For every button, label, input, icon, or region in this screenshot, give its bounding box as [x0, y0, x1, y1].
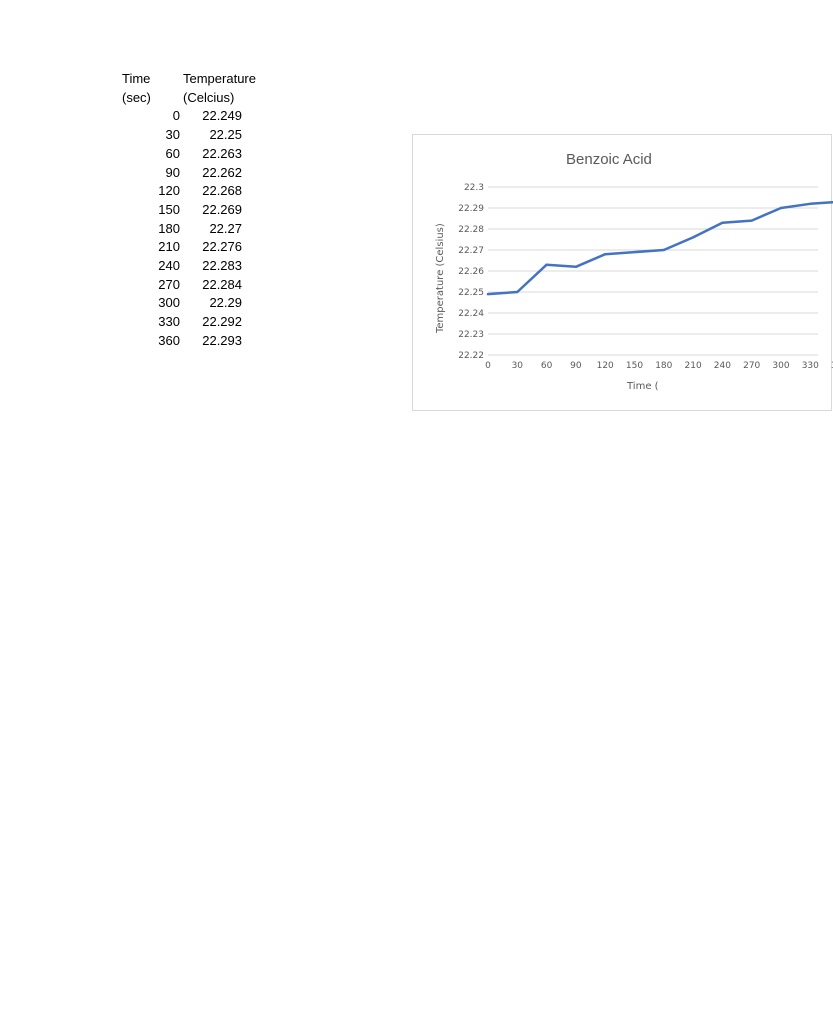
x-tick-label: 180: [655, 361, 673, 371]
cell-temperature: 22.283: [202, 258, 242, 274]
cell-temperature: 22.269: [202, 201, 242, 217]
y-tick-label: 22.28: [458, 225, 484, 235]
y-axis-title: Temperature (Celsius): [435, 223, 446, 333]
cell-temperature: 22.268: [202, 183, 242, 199]
series-line: [488, 202, 833, 294]
x-tick-label: 60: [540, 361, 553, 371]
data-point: [604, 253, 606, 255]
cell-time: 240: [158, 258, 180, 274]
y-tick-label: 22.29: [458, 204, 484, 214]
data-point: [633, 251, 635, 253]
header-temperature: Temperature (Celcius): [183, 71, 256, 105]
data-point: [692, 236, 694, 238]
table-row: [122, 313, 308, 332]
chart-frame[interactable]: [412, 134, 832, 411]
x-tick-label: 0: [485, 361, 491, 371]
data-point: [545, 264, 547, 266]
x-axis-title: Time (: [627, 381, 659, 392]
data-point: [751, 219, 753, 221]
data-point: [487, 293, 489, 295]
table-row: [122, 257, 308, 276]
line-chart: [413, 135, 833, 412]
cell-temperature: 22.25: [209, 127, 242, 143]
chart-title: Benzoic Acid: [566, 151, 652, 168]
y-tick-label: 22.22: [458, 351, 484, 361]
table-body: [122, 107, 308, 350]
table-row: [122, 332, 308, 351]
cell-time: 60: [165, 145, 180, 161]
x-tick-label: 210: [684, 361, 702, 371]
cell-temperature: 22.292: [202, 314, 242, 330]
x-tick-label: 30: [511, 361, 524, 371]
cell-time: 270: [158, 276, 180, 292]
data-point: [780, 207, 782, 209]
y-tick-label: 22.24: [458, 309, 484, 319]
data-point: [721, 222, 723, 224]
table-row: [122, 294, 308, 313]
data-table: [122, 70, 308, 351]
table-header-row: [122, 70, 308, 107]
y-tick-label: 22.26: [458, 267, 484, 277]
table-row: [122, 126, 308, 145]
cell-time: 120: [158, 183, 180, 199]
cell-temperature: 22.262: [202, 164, 242, 180]
header-time: Time (sec): [122, 71, 151, 105]
cell-time: 150: [158, 201, 180, 217]
x-tick-label: 120: [596, 361, 614, 371]
cell-time: 0: [172, 108, 180, 124]
x-tick-label: 240: [713, 361, 731, 371]
table-row: [122, 276, 308, 295]
cell-temperature: 22.27: [209, 220, 242, 236]
cell-time: 300: [158, 295, 180, 311]
x-tick-label: 330: [801, 361, 819, 371]
table-row: [122, 107, 308, 126]
table-row: [122, 238, 308, 257]
data-point: [575, 266, 577, 268]
y-tick-label: 22.27: [458, 246, 484, 256]
cell-temperature: 22.276: [202, 239, 242, 255]
series-layer: [487, 201, 833, 296]
cell-time: 210: [158, 239, 180, 255]
cell-temperature: 22.263: [202, 145, 242, 161]
x-tick-label: 90: [570, 361, 582, 371]
y-tick-labels: [458, 183, 484, 361]
data-point: [663, 249, 665, 251]
cell-time: 360: [158, 332, 180, 348]
cell-time: 180: [158, 220, 180, 236]
x-tick-label: 270: [743, 361, 761, 371]
x-tick-labels: [485, 361, 833, 371]
table-row: [122, 145, 308, 164]
cell-time: 30: [165, 127, 180, 143]
y-tick-label: 22.25: [458, 288, 484, 298]
chart-viewport: [412, 134, 819, 414]
cell-time: 330: [158, 314, 180, 330]
cell-time: 90: [165, 164, 180, 180]
cell-temperature: 22.293: [202, 332, 242, 348]
cell-temperature: 22.29: [209, 295, 242, 311]
cell-temperature: 22.284: [202, 276, 242, 292]
table-row: [122, 220, 308, 239]
table-row: [122, 164, 308, 183]
table-row: [122, 182, 308, 201]
data-point: [516, 291, 518, 293]
data-point: [809, 203, 811, 205]
x-tick-label: 300: [772, 361, 790, 371]
cell-temperature: 22.249: [202, 108, 242, 124]
y-tick-label: 22.3: [463, 183, 484, 193]
x-tick-label: 150: [625, 361, 644, 371]
y-tick-label: 22.23: [458, 330, 484, 340]
table-row: [122, 201, 308, 220]
